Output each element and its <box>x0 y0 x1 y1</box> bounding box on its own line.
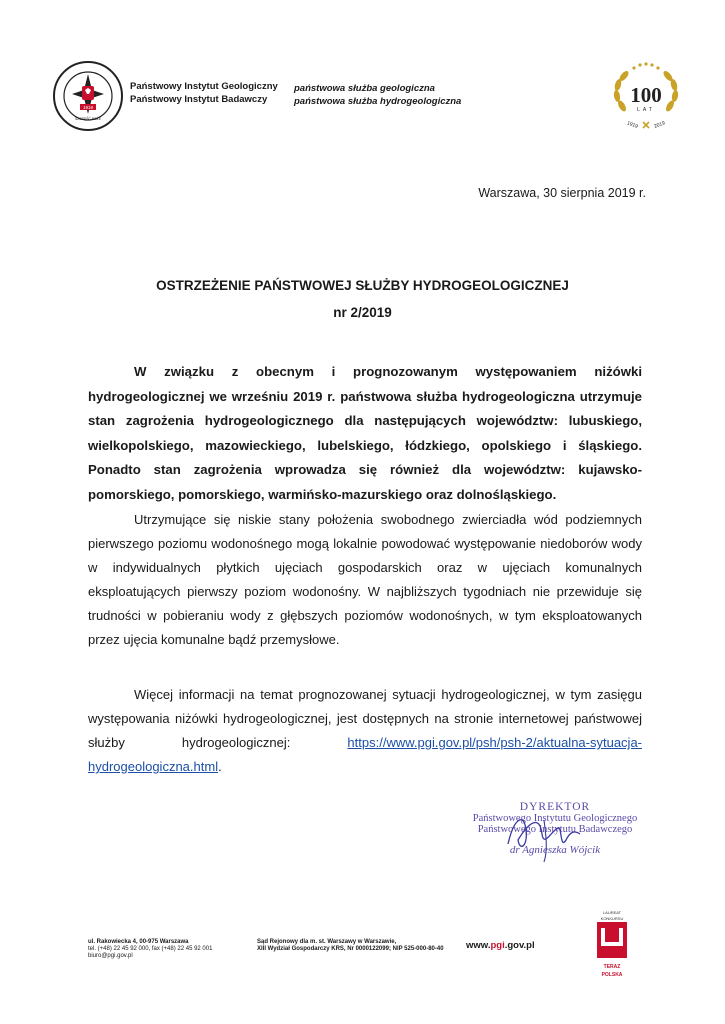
pgi-logo-motto: SZCZĘŚĆ BOŻE <box>75 117 101 121</box>
institute-name <box>130 80 278 106</box>
institute-line-2: Państwowy Instytut Badawczy <box>130 94 268 105</box>
service-line-1: państwowa służba geologiczna <box>294 83 435 94</box>
institute-line-1: Państwowy Instytut Geologiczny <box>130 81 278 92</box>
paragraph-warning: W związku z obecnym i prognozowanym występowaniem niżówki hydrogeologicznej we wrześniu 2019 r. państwowa służba hydrogeologiczna utrzymuje stan zagrożenia hydrogeologicznego dla następujących województw: lubuskiego, wielkopolskiego, mazowieckiego, lubelskiego, łódzkiego, opolskiego i śląskiego. Ponadto stan zagrożenia wprowadza się również dla województw: kujawsko-pomorskiego, pomorskiego, warmińsko-mazurskiego oraz dolnośląskiego. <box>88 364 642 502</box>
badge-top-text: LAUREAT KONKURSU <box>600 910 624 921</box>
footer-web-prefix: www. <box>466 940 491 951</box>
footer-web-suffix: .gov.pl <box>504 940 535 951</box>
service-line-2: państwowa służba hydrogeologiczna <box>294 96 462 107</box>
stamp-name: dr Agnieszka Wójcik <box>509 844 601 856</box>
badge-label: TERAZ POLSKA <box>601 964 623 978</box>
pgi-logo-year: 1919 <box>82 105 94 110</box>
handwritten-signature <box>500 800 590 866</box>
paragraph-details: Utrzymujące się niskie stany położenia swobodnego zwierciadła wód podziemnych pierwszego poziomu wodonośnego mogą lokalnie powodować występowanie niedoborów wody w indywidualnych płytkich ujęciach gospodarskich oraz w ujęciach komunalnych eksploatujących pierwszy poziom wodonośny. W najbliższych tygodniach nie przewiduje się trudności w pobieraniu wody z głębszych poziomów wodonośnych, w tym eksploatowanych przez ujęcia komunalne bądź przemysłowe. <box>88 512 642 647</box>
title-line-1: OSTRZEŻENIE PAŃSTWOWEJ SŁUŻBY HYDROGEOLOGICZNEJ <box>156 278 569 293</box>
anniversary-word: LAT <box>637 107 655 113</box>
anniversary-number: 100 <box>630 83 662 107</box>
anniversary-year-start: 1919 <box>626 120 639 130</box>
anniversary-logo <box>606 56 686 136</box>
title-line-2: nr 2/2019 <box>333 305 392 320</box>
footer-address-phone: tel. (+48) 22 45 92 000, fax (+48) 22 45 92 001 <box>88 946 213 952</box>
teraz-polska-badge <box>595 910 629 978</box>
stamp-title: DYREKTOR <box>519 801 591 813</box>
stamp-line-1: Państwowego Instytutu Geologicznego <box>472 813 638 824</box>
footer-website[interactable] <box>466 940 535 951</box>
anniversary-year-end: 2019 <box>653 120 666 130</box>
paragraph-more-info <box>88 683 642 779</box>
footer-web-accent: pgi <box>490 940 505 951</box>
document-date: Warszawa, 30 sierpnia 2019 r. <box>478 186 646 200</box>
footer-court-line-1: Sąd Rejonowy dla m. st. Warszawy w Warszawie, <box>257 939 397 945</box>
document-title <box>60 272 665 326</box>
footer-registration <box>257 939 444 953</box>
footer-address-street: ul. Rakowiecka 4, 00-975 Warszawa <box>88 939 189 945</box>
service-name <box>294 82 461 108</box>
more-info-end: . <box>218 759 222 774</box>
footer-address <box>88 939 212 960</box>
hammers-icon <box>643 122 649 128</box>
psh-website-link[interactable]: https://www.pgi.gov.pl/psh/psh-2/aktualna-sytuacja-hydrogeologiczna.html <box>88 735 642 774</box>
stamp-line-2: Państwowego Instytutu Badawczego <box>477 824 633 835</box>
footer-address-email: biuro@pgi.gov.pl <box>88 953 133 959</box>
teraz-polska-emblem <box>597 922 627 958</box>
pgi-logo <box>52 60 124 132</box>
more-info-text: Więcej informacji na temat prognozowanej sytuacji hydrogeologicznej, w tym zasięgu występowania niżówki hydrogeologicznej, jest dostępnych na stronie internetowej państwowej służby hydrogeologicznej: <box>88 687 642 750</box>
footer-court-line-2: XIII Wydział Gospodarczy KRS, Nr 0000122099; NIP 525-000-80-40 <box>257 946 444 952</box>
